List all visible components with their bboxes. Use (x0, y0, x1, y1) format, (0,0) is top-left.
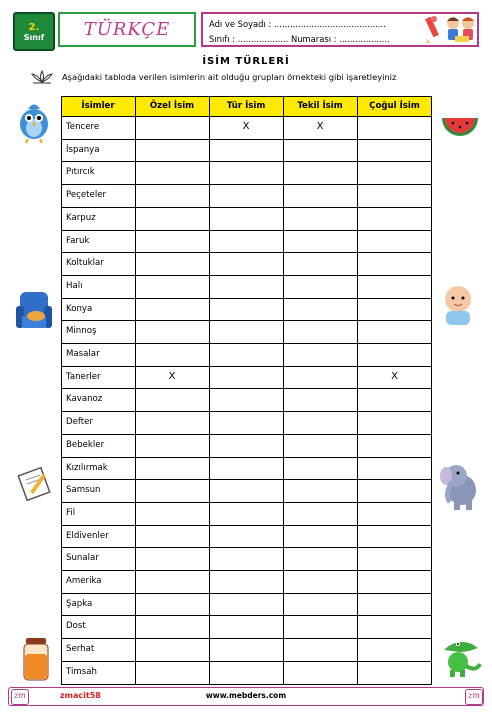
website-link[interactable]: www.mebders.com (205, 691, 287, 700)
jar-icon (20, 636, 52, 682)
header-isimler: İsimler (61, 96, 135, 116)
table-cell-mark[interactable]: X (168, 370, 176, 382)
pencil-icon (422, 15, 442, 45)
student-class-number-field[interactable]: Sınıfı : ................... Numarası : ................... (209, 34, 390, 44)
table-row-name: Karpuz (66, 212, 96, 223)
lotus-icon (30, 70, 54, 84)
grade-number: 2. (28, 21, 40, 33)
armchair-icon (14, 288, 54, 336)
header-ozel-isim: Özel İsim (135, 96, 209, 116)
subject-title: TÜRKÇE (83, 19, 171, 40)
table-row-name: İspanya (66, 144, 100, 155)
student-name-field[interactable]: Adı ve Soyadı : .......................................... (209, 19, 386, 29)
instruction-text: Aşağıdaki tabloda verilen isimlerin ait olduğu grupları örnekteki gibi işaretleyiniz (62, 72, 397, 82)
table-border (61, 96, 432, 685)
table-row-name: Masalar (66, 349, 100, 359)
grade-badge (13, 12, 55, 51)
watermelon-icon (438, 100, 482, 138)
table-row-name: Amerika (66, 576, 102, 586)
grade-unit: Sınıf (23, 32, 45, 42)
author-code: zmacit58 (60, 691, 101, 700)
table-row-name: Faruk (66, 235, 90, 246)
table-row-name: Tanerler (66, 371, 101, 382)
header-tur-isim: Tür İsim (209, 96, 283, 116)
elephant-icon (438, 460, 482, 512)
subject-box (58, 12, 196, 47)
bird-icon (14, 98, 54, 144)
table-row-name: Halı (66, 280, 83, 291)
table-row-name: Şapka (66, 598, 93, 609)
header-tekil-isim: Tekil İsim (283, 96, 357, 116)
table-row-name: Kızılırmak (66, 462, 108, 473)
header-cogul-isim: Çoğul İsim (357, 96, 432, 116)
page-title: İSİM TÜRLERİ (202, 56, 290, 67)
kids-icon (443, 14, 479, 46)
table-row-name: Koltuklar (66, 258, 104, 269)
baby-icon (438, 283, 478, 329)
footer-logo-right: zm (465, 689, 483, 705)
table-row-name: Konya (66, 303, 93, 314)
table-row-name: Defter (66, 417, 93, 428)
table-row-name: Pıtırcık (66, 167, 95, 178)
table-row-name: Tencere (66, 122, 100, 132)
table-row-name: Kavanoz (66, 394, 103, 405)
table-row-name: Sunalar (66, 553, 99, 564)
table-row-name: Samsun (66, 485, 101, 496)
table-row-name: Serhat (66, 644, 95, 655)
table-row-name: Fil (66, 507, 76, 518)
table-row-name: Bebekler (66, 439, 105, 450)
table-cell-mark[interactable]: X (242, 121, 250, 132)
table-row-name: Peçeteler (66, 190, 107, 201)
table-row-name: Timsah (66, 666, 97, 677)
table-cell-mark[interactable]: X (316, 121, 324, 132)
footer-logo-left: zm (11, 689, 29, 705)
table-row-name: Dost (66, 621, 86, 632)
table-row-name: Eldivenler (66, 530, 109, 541)
crocodile-icon (438, 630, 482, 678)
table-row-name: Minnoş (66, 326, 97, 337)
notepad-icon (16, 465, 54, 501)
table-cell-mark[interactable]: X (391, 370, 398, 382)
